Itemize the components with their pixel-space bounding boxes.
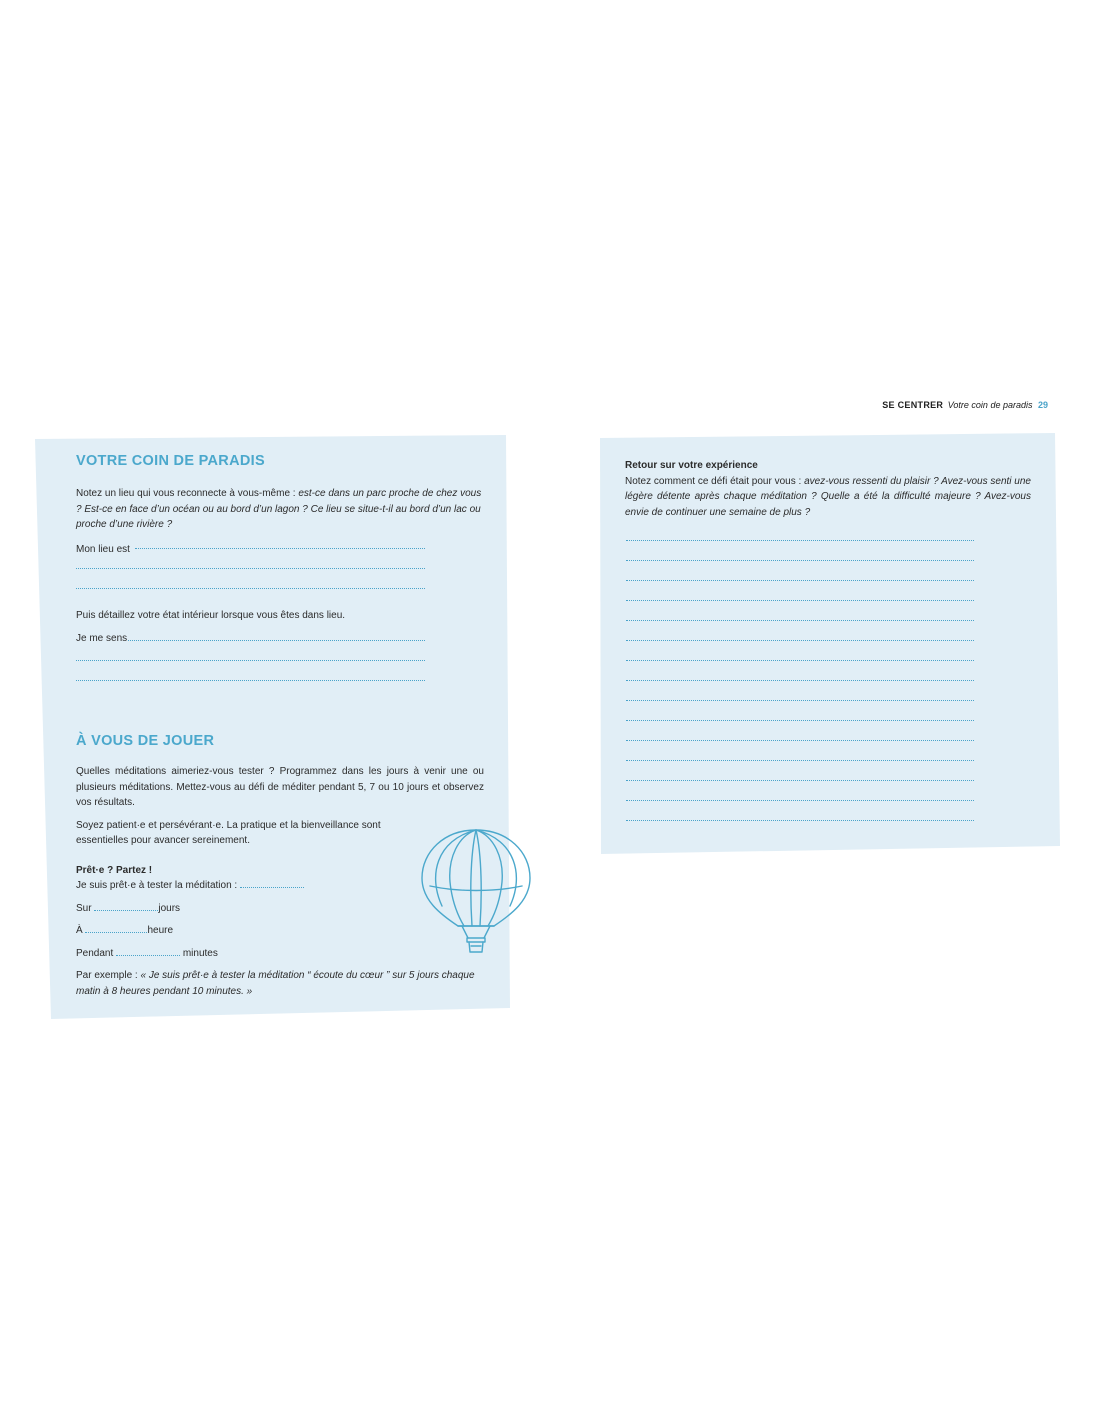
hour-fill[interactable] <box>85 923 147 933</box>
writing-line[interactable] <box>626 560 974 561</box>
votre-coin-title: VOTRE COIN DE PARADIS <box>76 453 265 469</box>
feel-line <box>76 631 484 647</box>
minutes-fill[interactable] <box>116 946 180 956</box>
meditation-fill[interactable] <box>240 878 304 888</box>
intro-paragraph <box>76 486 484 533</box>
writing-line[interactable] <box>626 620 974 621</box>
writing-line[interactable] <box>626 760 974 761</box>
feel-blank-line-2[interactable] <box>76 680 425 681</box>
retour-plain: Notez comment ce défi était pour vous : <box>625 475 805 487</box>
writing-line[interactable] <box>626 720 974 721</box>
heure-label: heure <box>147 925 174 936</box>
place-label: Mon lieu est <box>76 543 130 555</box>
detail-paragraph: Puis détaillez votre état intérieur lorsque vous êtes dans lieu. <box>76 610 346 621</box>
writing-line[interactable] <box>626 700 974 701</box>
example-plain: Par exemple : <box>76 970 141 981</box>
hot-air-balloon-icon <box>418 826 534 960</box>
sur-label: Sur <box>76 902 92 914</box>
writing-line[interactable] <box>626 640 974 641</box>
feel-fill-line[interactable] <box>128 640 425 641</box>
writing-line[interactable] <box>626 780 974 781</box>
intro-italic: est-ce dans un parc proche de chez vous ? Est-ce en face d’un océan ou au bord d’un lagon ? Ce lieu se situe-t-il au bord d’un lac ou proche d’une rivière ? <box>76 488 482 530</box>
place-line <box>76 542 484 558</box>
retour-italic: avez-vous ressenti du plaisir ? Avez-vous senti une légère détente après chaque méditation ? Quelle a été la difficulté majeure ? Avez-vous envie de continuer une semaine de plus ? <box>625 475 1031 518</box>
a-vous-de-jouer-title: À VOUS DE JOUER <box>76 733 215 749</box>
minutes-label: minutes <box>182 947 218 959</box>
page-number: 29 <box>1037 400 1048 410</box>
writing-line[interactable] <box>626 680 974 681</box>
patience-paragraph: Soyez patient·e et persévérant·e. La pratique et la bienveillance sont essentielles pour avancer sereinement. <box>76 819 381 846</box>
example-paragraph <box>76 968 484 999</box>
feel-label: Je me sens <box>76 632 128 644</box>
writing-line[interactable] <box>626 800 974 801</box>
play-paragraph: Quelles méditations aimeriez-vous tester ? Programmez dans les jours à venir une ou plusieurs méditations. Mettez-vous au défi de méditer pendant 5, 7 ou 10 jours et observez vos résultats. <box>76 766 484 808</box>
right-content <box>625 458 1031 520</box>
ready-label: Je suis prêt·e à tester la méditation : <box>76 880 238 891</box>
retour-paragraph <box>625 474 1031 521</box>
writing-line[interactable] <box>626 540 974 541</box>
intro-plain: Notez un lieu qui vous reconnecte à vous-même : <box>76 488 299 499</box>
writing-line[interactable] <box>626 820 974 821</box>
place-blank-line-2[interactable] <box>76 588 425 589</box>
place-blank-line-1[interactable] <box>76 568 425 569</box>
jours-label: jours <box>158 902 181 914</box>
feel-blank-line-1[interactable] <box>76 660 425 661</box>
pendant-label: Pendant <box>76 947 114 959</box>
days-fill[interactable] <box>94 901 158 911</box>
a-label: À <box>76 925 83 936</box>
writing-line[interactable] <box>626 600 974 601</box>
section-subtitle: Votre coin de paradis <box>947 400 1033 410</box>
writing-line[interactable] <box>626 740 974 741</box>
retour-heading: Retour sur votre expérience <box>625 460 758 471</box>
left-content <box>76 452 484 557</box>
writing-line[interactable] <box>626 580 974 581</box>
writing-line[interactable] <box>626 660 974 661</box>
example-italic: « Je suis prêt·e à tester la méditation “ écoute du cœur ” sur 5 jours chaque matin à 8 heures pendant 10 minutes. » <box>76 970 475 997</box>
section-title: SE CENTRER <box>882 400 944 410</box>
place-fill-line[interactable] <box>135 548 425 549</box>
ready-heading: Prêt·e ? Partez ! <box>76 864 153 876</box>
